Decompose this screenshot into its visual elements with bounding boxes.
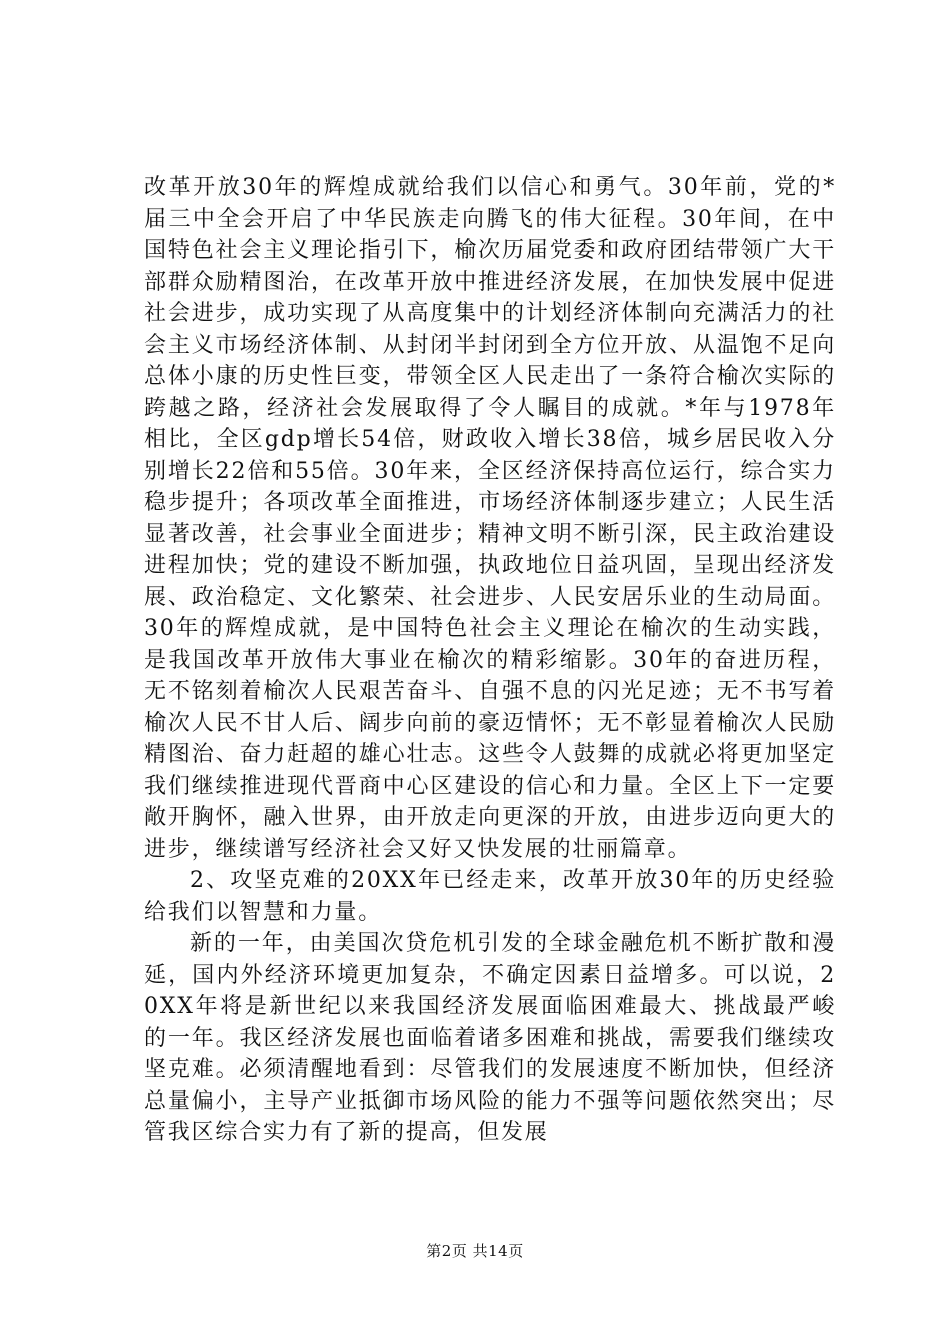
paragraph-achievements: 改革开放30年的辉煌成就给我们以信心和勇气。30年前，党的*届三中全会开启了中华民族走向腾飞的伟大征程。30年间，在中国特色社会主义理论指引下，榆次历届党委和政府团结带领广大干部群众励精图治，在改革开放中推进经济发展，在加快发展中促进社会进步，成功实现了从高度集中的计划经济体制向充满活力的社会主义市场经济体制、从封闭半封闭到全方位开放、从温饱不足向总体小康的历史性巨变，带领全区人民走出了一条符合榆次实际的跨越之路，经济社会发展取得了令人瞩目的成就。*年与1978年相比，全区gdp增长54倍，财政收入增长38倍，城乡居民收入分别增长22倍和55倍。30年来，全区经济保持高位运行，综合实力稳步提升；各项改革全面推进，市场经济体制逐步建立；人民生活显著改善，社会事业全面进步；精神文明不断引深，民主政治建设进程加快；党的建设不断加强，执政地位日益巩固，呈现出经济发展、政治稳定、文化繁荣、社会进步、人民安居乐业的生动局面。30年的辉煌成就，是中国特色社会主义理论在榆次的生动实践，是我国改革开放伟大事业在榆次的精彩缩影。30年的奋进历程，无不铭刻着榆次人民艰苦奋斗、自强不息的闪光足迹；无不书写着榆次人民不甘人后、阔步向前的豪迈情怀；无不彰显着榆次人民励精图治、奋力赶超的雄心壮志。这些令人鼓舞的成就必将更加坚定我们继续推进现代晋商中心区建设的信心和力量。全区上下一定要敞开胸怀，融入世界，由开放走向更深的开放，由进步迈向更大的进步，继续谱写经济社会又好又快发展的壮丽篇章。	[144, 175, 836, 862]
page-footer: 第2页 共14页	[426, 1242, 524, 1260]
paragraph-new-year: 新的一年，由美国次贷危机引发的全球金融危机不断扩散和漫延，国内外经济环境更加复杂，不确定因素日益增多。可以说，20XX年将是新世纪以来我国经济发展面临困难最大、挑战最严峻的一年。我区经济发展也面临着诸多困难和挑战，需要我们继续攻坚克难。必须清醒地看到：尽管我们的发展速度不断加快，但经济总量偏小，主导产业抵御市场风险的能力不强等问题依然突出；尽管我区综合实力有了新的提高，但发展	[144, 931, 836, 1145]
document-body	[144, 172, 836, 1149]
paragraph-heading-2: 2、攻坚克难的20XX年已经走来，改革开放30年的历史经验给我们以智慧和力量。	[144, 868, 836, 925]
